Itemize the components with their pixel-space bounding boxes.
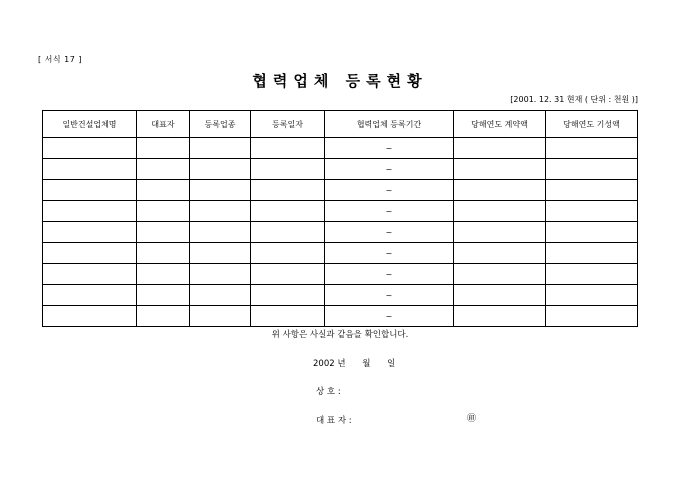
table-cell: [137, 138, 190, 159]
table-cell: [137, 306, 190, 327]
period-cell: ~: [325, 285, 454, 306]
col-header-company: 일반건설업체명: [43, 111, 137, 138]
table-row: [43, 138, 638, 159]
document-title: 협력업체 등록현황: [252, 72, 428, 90]
table-cell: [454, 159, 546, 180]
col-header-representative: 대표자: [137, 111, 190, 138]
table-cell: [43, 201, 137, 222]
date-day: 일: [387, 359, 396, 369]
table-cell: [137, 243, 190, 264]
table-cell: [454, 180, 546, 201]
table-cell: [43, 222, 137, 243]
table-cell: [546, 285, 638, 306]
table-cell: [137, 159, 190, 180]
period-cell: ~: [325, 243, 454, 264]
date-line: [313, 357, 409, 369]
col-header-completed-amount: 당해연도 기성액: [546, 111, 638, 138]
table-cell: [251, 264, 325, 285]
table-cell: [190, 138, 251, 159]
table-cell: [251, 222, 325, 243]
table-cell: [251, 285, 325, 306]
table-cell: [43, 159, 137, 180]
table-cell: [190, 285, 251, 306]
table-cell: [546, 222, 638, 243]
table-cell: [251, 306, 325, 327]
table-cell: [546, 138, 638, 159]
table-cell: [546, 159, 638, 180]
table-cell: [190, 222, 251, 243]
table-row: [43, 159, 638, 180]
period-cell: ~: [325, 180, 454, 201]
table-row: [43, 243, 638, 264]
table-cell: [546, 243, 638, 264]
table-cell: [454, 243, 546, 264]
table-cell: [251, 201, 325, 222]
period-cell: ~: [325, 264, 454, 285]
table-cell: [190, 264, 251, 285]
col-header-contract-amount: 당해연도 계약액: [454, 111, 546, 138]
representative-label: 대 표 자 :: [316, 416, 352, 426]
table-cell: [137, 222, 190, 243]
period-cell: ~: [325, 222, 454, 243]
table-cell: [546, 180, 638, 201]
table-cell: [251, 138, 325, 159]
table-cell: [546, 306, 638, 327]
table-cell: [251, 243, 325, 264]
seal-mark: ㊞: [467, 414, 477, 424]
table-row: [43, 285, 638, 306]
table-cell: [190, 180, 251, 201]
table-cell: [454, 306, 546, 327]
table-cell: [546, 201, 638, 222]
table-row: [43, 264, 638, 285]
table-cell: [190, 243, 251, 264]
table-cell: [190, 306, 251, 327]
table-cell: [190, 159, 251, 180]
table-cell: [43, 180, 137, 201]
table-cell: [43, 138, 137, 159]
table-cell: [43, 306, 137, 327]
table-cell: [251, 180, 325, 201]
trade-name-label: 상 호 :: [316, 387, 341, 397]
period-cell: ~: [325, 306, 454, 327]
col-header-registration-period: 협력업체 등록기간: [325, 111, 454, 138]
table-cell: [454, 285, 546, 306]
confirmation-text: 위 사항은 사실과 같음을 확인합니다.: [271, 330, 409, 340]
table-cell: [251, 159, 325, 180]
date-year: 2002 년: [313, 359, 346, 369]
header-row: [43, 111, 638, 138]
table-cell: [546, 264, 638, 285]
registration-table: [42, 110, 638, 327]
table-row: [43, 201, 638, 222]
table-cell: [454, 264, 546, 285]
table-cell: [43, 285, 137, 306]
table-cell: [43, 243, 137, 264]
table-row: [43, 180, 638, 201]
table-cell: [137, 285, 190, 306]
table-cell: [43, 264, 137, 285]
period-cell: ~: [325, 138, 454, 159]
table-row: [43, 222, 638, 243]
table-cell: [137, 201, 190, 222]
date-month: 월: [362, 359, 371, 369]
table-row: [43, 306, 638, 327]
col-header-registration-date: 등록일자: [251, 111, 325, 138]
table-cell: [454, 201, 546, 222]
form-number: [ 서식 17 ]: [38, 55, 83, 64]
period-cell: ~: [325, 159, 454, 180]
col-header-business-type: 등록업종: [190, 111, 251, 138]
table-cell: [137, 264, 190, 285]
table-cell: [137, 180, 190, 201]
table-cell: [454, 138, 546, 159]
table-cell: [190, 201, 251, 222]
table-cell: [454, 222, 546, 243]
period-cell: ~: [325, 201, 454, 222]
as-of-note: [2001. 12. 31 현재 ( 단위 : 천원 )]: [510, 95, 638, 104]
